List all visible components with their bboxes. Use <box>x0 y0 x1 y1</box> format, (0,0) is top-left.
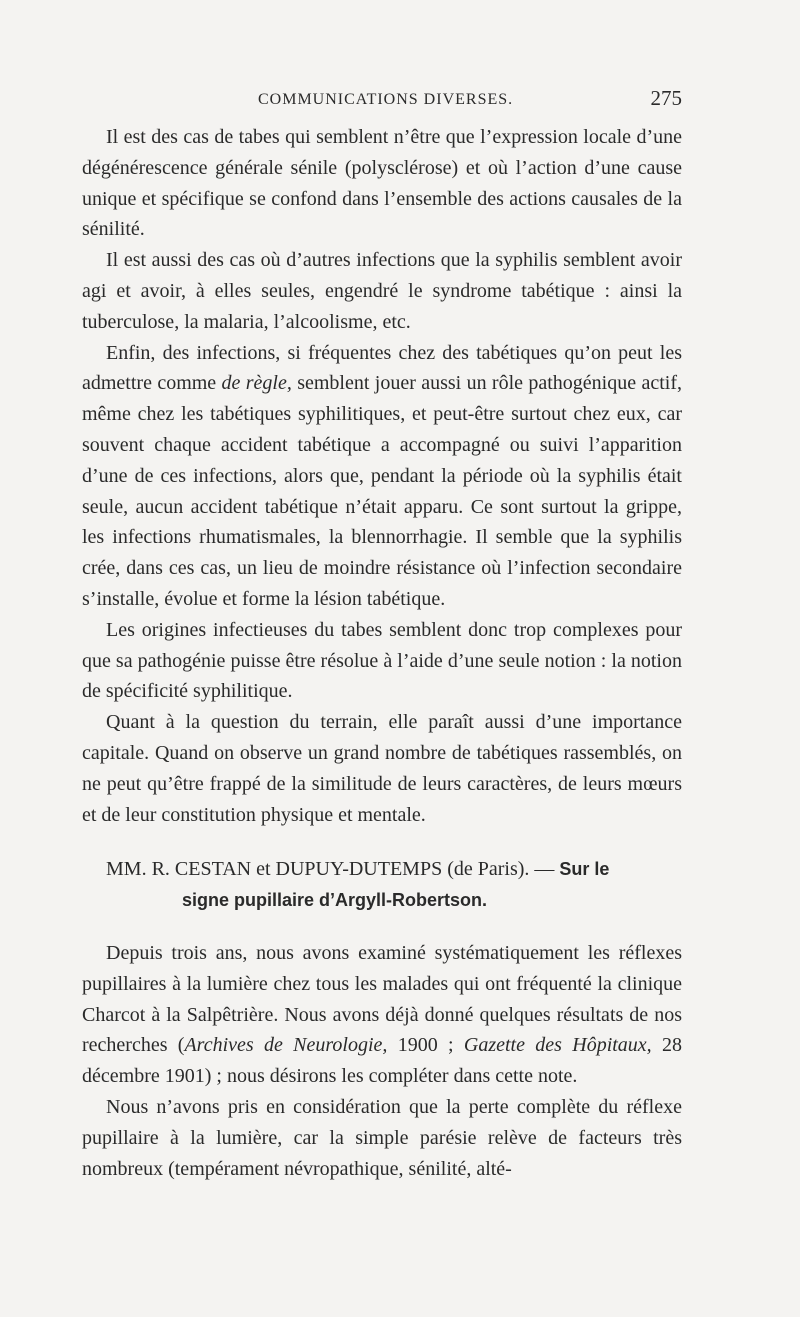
paragraph: Il est aussi des cas où d’autres infections que la syphilis semblent avoir agi et avoir, à elles seules, engendré le syndrome tabétique : ainsi la tuberculose, la malaria, l’alcoolisme, etc. <box>82 249 682 333</box>
paragraph: Nous n’avons pris en considération que la perte complète du réflexe pupillaire à la lumière, car la simple parésie relève de facteurs très nombreux (tempérament névropathique, sénilité, alté- <box>82 1095 682 1180</box>
authors: MM. R. CESTAN et DUPUY-DUTEMPS (de Paris). — <box>106 858 560 881</box>
paragraph <box>82 938 682 1092</box>
paragraph: Il est des cas de tabes qui semblent n’être que l’expression locale d’une dégénérescence générale sénile (polysclérose) et où l’action d’une cause unique et spécifique se confond dans l’ensemble des actions causales de la sénilité. <box>82 126 682 241</box>
communication-title: Sur le <box>559 859 610 880</box>
paragraph <box>82 338 682 615</box>
paragraph: Les origines infectieuses du tabes semblent donc trop complexes pour que sa pathogénie puisse être résolue à l’aide d’une seule notion : la notion de spécificité syphilitique. <box>82 618 682 703</box>
italic-text: de règle, <box>221 372 292 395</box>
paragraph: Quant à la question du terrain, elle paraît aussi d’une importance capitale. Quand on observe un grand nombre de tabétiques rassemblés, on ne peut qu’être frappé de la similitude de leurs caractères, de leurs mœurs et de leur constitution physique et mentale. <box>82 711 682 826</box>
communication-heading <box>82 854 682 885</box>
page-number: 275 <box>650 86 682 110</box>
text-span: 28 décembre 1901) ; nous désirons les compléter dans cette note. <box>82 1034 682 1088</box>
text-span: Depuis trois ans, nous avons examiné systématiquement les réflexes pupillaires à la lumière chez tous les malades qui ont fréquenté la clinique Charcot à la Salpêtrière. Nous avons déjà donné quelques résultats de nos recherches ( <box>82 941 682 1057</box>
text-span: 1900 ; <box>387 1034 464 1057</box>
communication-title-cont: signe pupillaire d’Argyll-Robertson. <box>182 890 488 911</box>
italic-text: Archives de Neurologie, <box>184 1034 388 1057</box>
italic-text: Gazette des Hôpitaux, <box>463 1034 652 1057</box>
running-head: COMMUNICATIONS DIVERSES. <box>258 91 514 108</box>
page-body <box>82 122 682 1184</box>
page-header <box>82 86 682 116</box>
text-span: semblent jouer aussi un rôle pathogénique actif, même chez les tabétiques syphilitiques, et peut-être surtout chez eux, car souvent chaque accident tabétique a accompagné ou suivi l’apparition d’une de ces infections, alors que, pendant la période où la syphilis était seule, aucun accident tabétique n’était apparu. Ce sont surtout la grippe, les infections rhumatismales, la blennorrhagie. Il semble que la syphilis crée, dans ces cas, un lieu de moindre résistance où l’infection secondaire s’installe, évolue et forme la lésion tabétique. <box>82 372 682 610</box>
text-span: Enfin, des infections, si fréquentes chez des tabétiques qu’on peut les admettre comme <box>82 341 682 395</box>
